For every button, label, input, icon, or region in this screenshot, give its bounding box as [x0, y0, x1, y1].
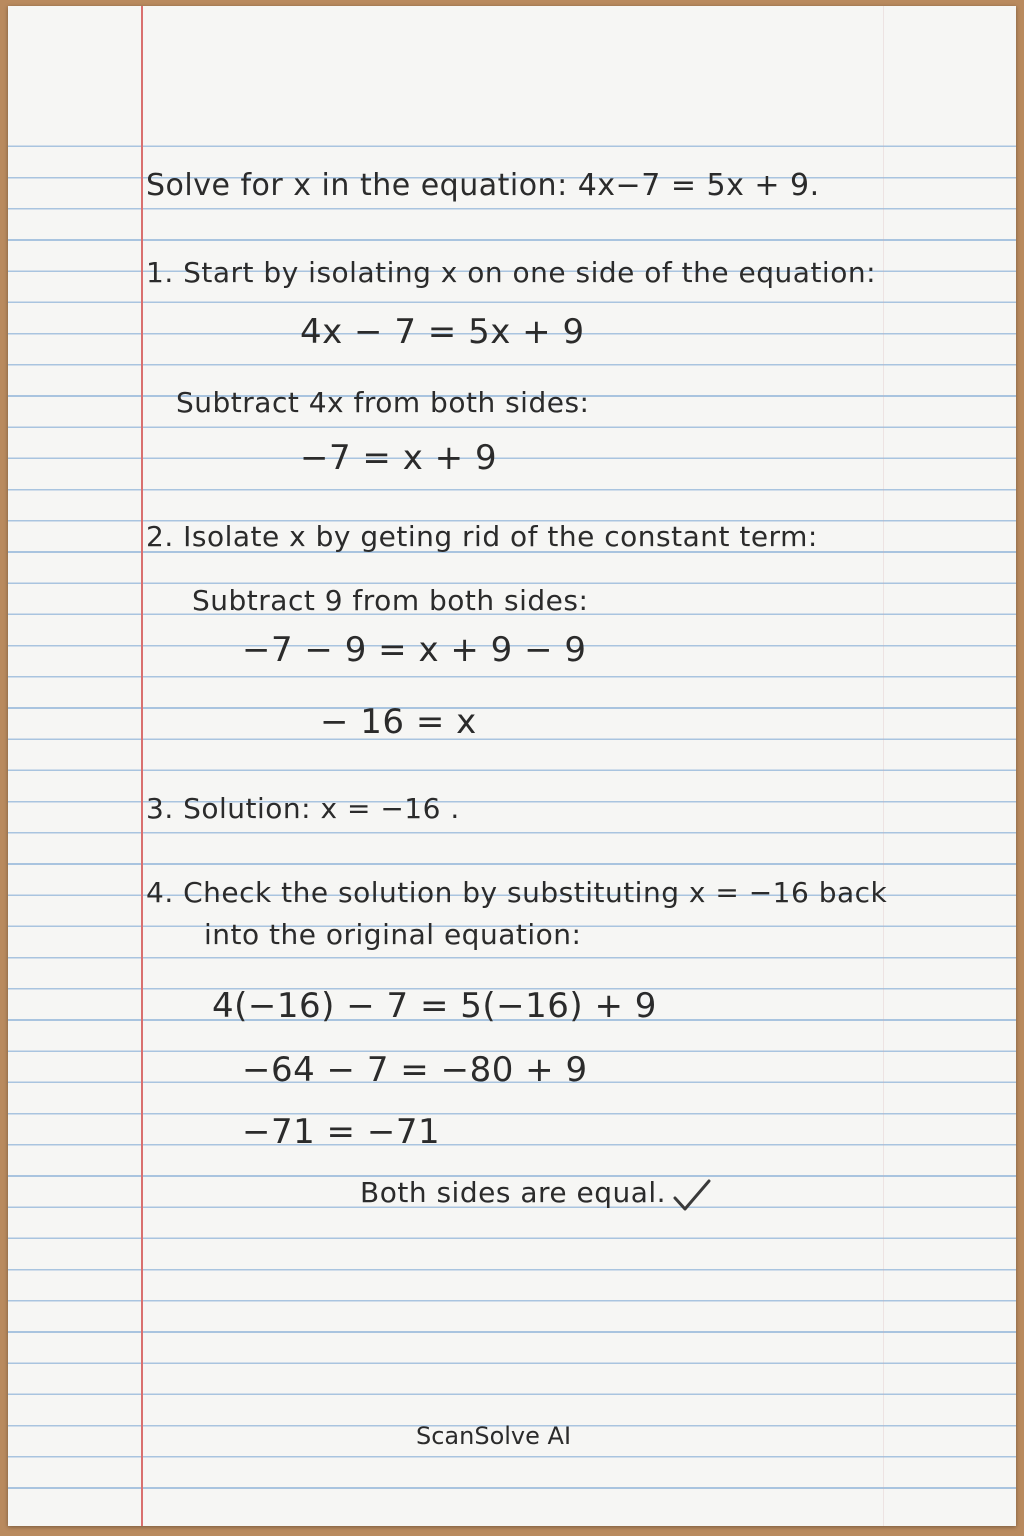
step2-heading: 2. Isolate x by geting rid of the constant term:: [146, 520, 818, 553]
problem-statement: Solve for x in the equation: 4x−7 = 5x + 9.: [146, 168, 820, 203]
step1-equation: 4x − 7 = 5x + 9: [300, 312, 585, 352]
faint-right-line: [883, 6, 884, 1526]
red-margin-line: [141, 6, 143, 1526]
step3-solution: 3. Solution: x = −16 .: [146, 792, 460, 825]
paper-top-margin: [8, 6, 1016, 116]
step4-conclusion: Both sides are equal.: [360, 1176, 667, 1209]
step1-instruction: Subtract 4x from both sides:: [176, 386, 590, 419]
step2-equation: −7 − 9 = x + 9 − 9: [242, 630, 587, 670]
step2-instruction: Subtract 9 from both sides:: [192, 584, 589, 617]
step4-result: −71 = −71: [242, 1112, 441, 1152]
step2-result: − 16 = x: [320, 702, 477, 742]
footer-brand: ScanSolve AI: [416, 1422, 572, 1450]
step4-heading-line1: 4. Check the solution by substituting x = −16 back: [146, 876, 888, 909]
step4-substitution: 4(−16) − 7 = 5(−16) + 9: [212, 986, 657, 1026]
step1-result: −7 = x + 9: [300, 438, 498, 478]
notebook-paper: [8, 6, 1016, 1526]
checkmark-icon: [672, 1178, 712, 1214]
step4-heading-line2: into the original equation:: [204, 918, 582, 951]
step1-heading: 1. Start by isolating x on one side of the equation:: [146, 256, 877, 289]
step4-simplified: −64 − 7 = −80 + 9: [242, 1050, 588, 1090]
